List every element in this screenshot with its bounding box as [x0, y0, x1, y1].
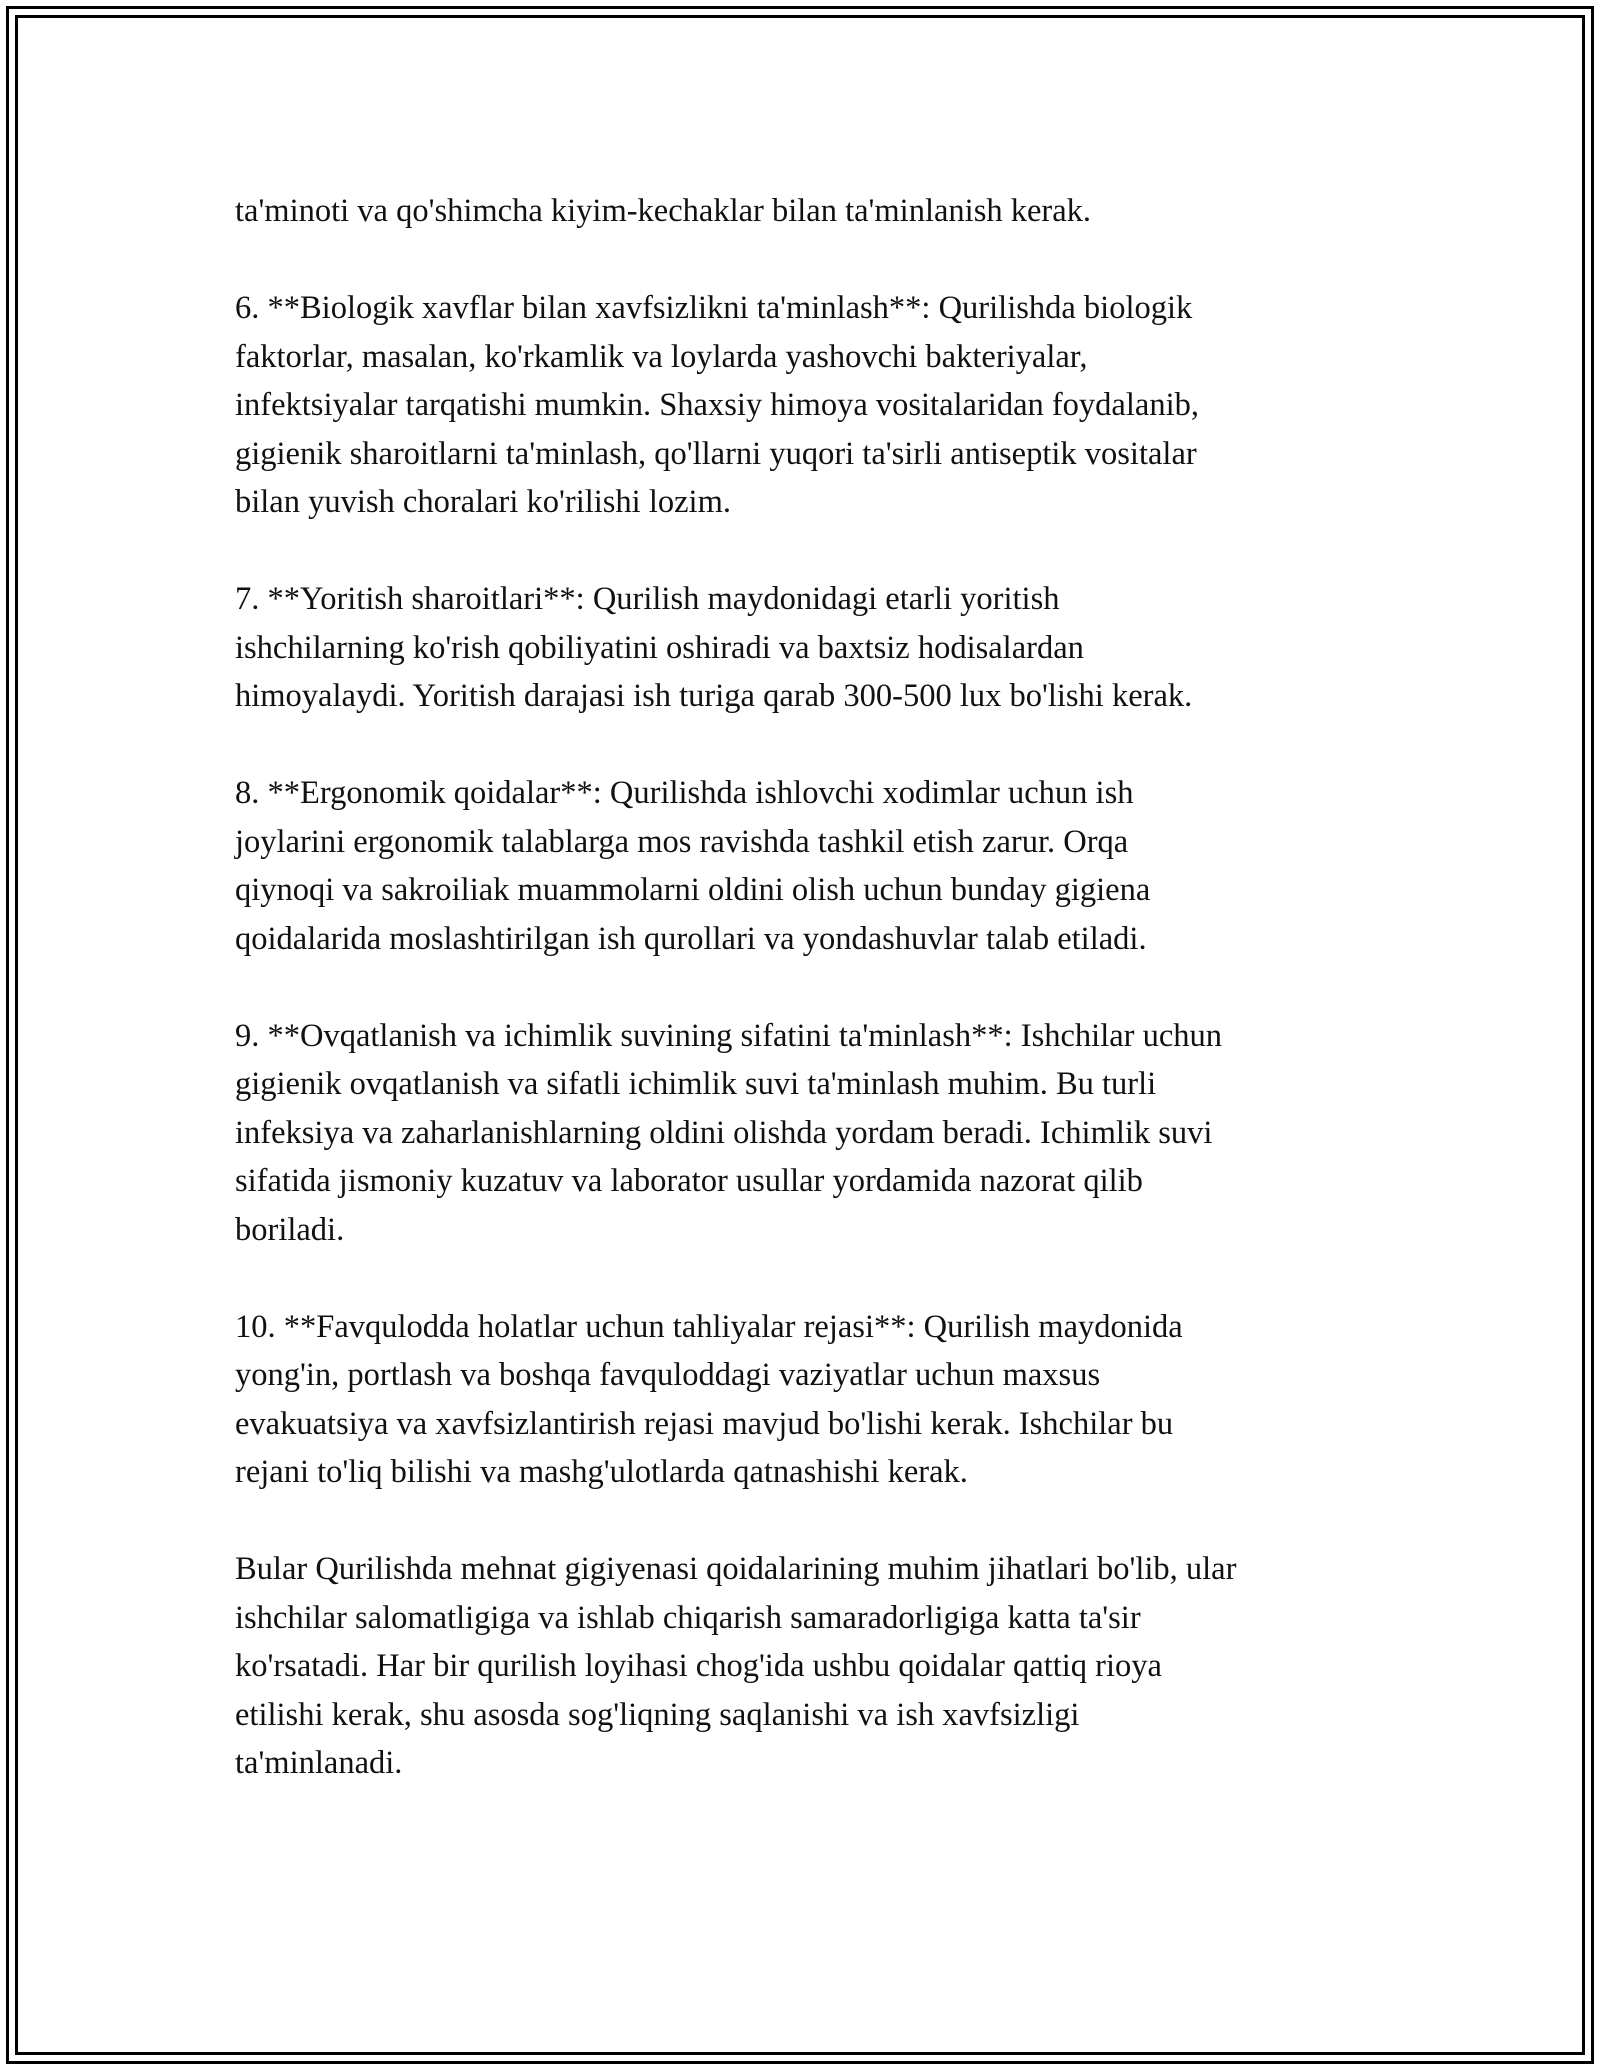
paragraph-item-7-lighting: 7. **Yoritish sharoitlari**: Qurilish maydonidagi etarli yoritish ishchilarning ko'rish qobiliyatini oshiradi va baxtsiz hodisalardan himoyalaydi. Yoritish darajasi ish turiga qarab 300-500 lux bo'lishi kerak. [235, 581, 1193, 714]
paragraph-item-9-food-water: 9. **Ovqatlanish va ichimlik suvining sifatini ta'minlash**: Ishchilar uchun gigienik ovqatlanish va sifatli ichimlik suvi ta'minlash muhim. Bu turli infeksiya va zaharlanishlarning oldini olishda yordam beradi. Ichimlik suvi sifatida jismoniy kuzatuv va laborator usullar yordamida nazorat qilib boriladi. [235, 1017, 1223, 1248]
paragraph-conclusion: Bular Qurilishda mehnat gigiyenasi qoidalarining muhim jihatlari bo'lib, ular ishchilar salomatligiga va ishlab chiqarish samaradorligiga katta ta'sir ko'rsatadi. Har bir qurilish loyihasi chog'ida ushbu qoidalar qattiq rioya etilishi kerak, shu asosda sog'liqning saqlanishi va ish xavfsizligi ta'minlanadi. [235, 1551, 1237, 1781]
paragraph-item-10-emergency-plan: 10. **Favqulodda holatlar uchun tahliyalar rejasi**: Qurilish maydonida yong'in, portlash va boshqa favquloddagi vaziyatlar uchun maxsus evakuatsiya va xavfsizlantirish rejasi mavjud bo'lishi kerak. Ishchilar bu rejani to'liq bilishi va mashg'ulotlarda qatnashishi kerak. [235, 1308, 1183, 1490]
paragraph-item-8-ergonomics: 8. **Ergonomik qoidalar**: Qurilishda ishlovchi xodimlar uchun ish joylarini ergonomik talablarga mos ravishda tashkil etish zarur. Orqa qiynoqi va sakroiliak muammolarni oldini olish uchun bunday gigiena qoidalarida moslashtirilgan ish qurollari va yondashuvlar talab etiladi. [235, 775, 1151, 957]
document-body [235, 187, 1385, 1836]
paragraph-item-6-biological-hazards: 6. **Biologik xavflar bilan xavfsizlikni ta'minlash**: Qurilishda biologik faktorlar, masalan, ko'rkamlik va loylarda yashovchi bakteriyalar, infektsiyalar tarqatishi mumkin. Shaxsiy himoya vositalaridan foydalanib, gigienik sharoitlarni ta'minlash, qo'llarni yuqori ta'sirli antiseptik vositalar bilan yuvish choralari ko'rilishi lozim. [235, 290, 1199, 520]
paragraph-continuation: ta'minoti va qo'shimcha kiyim-kechaklar bilan ta'minlanish kerak. [235, 193, 1092, 229]
